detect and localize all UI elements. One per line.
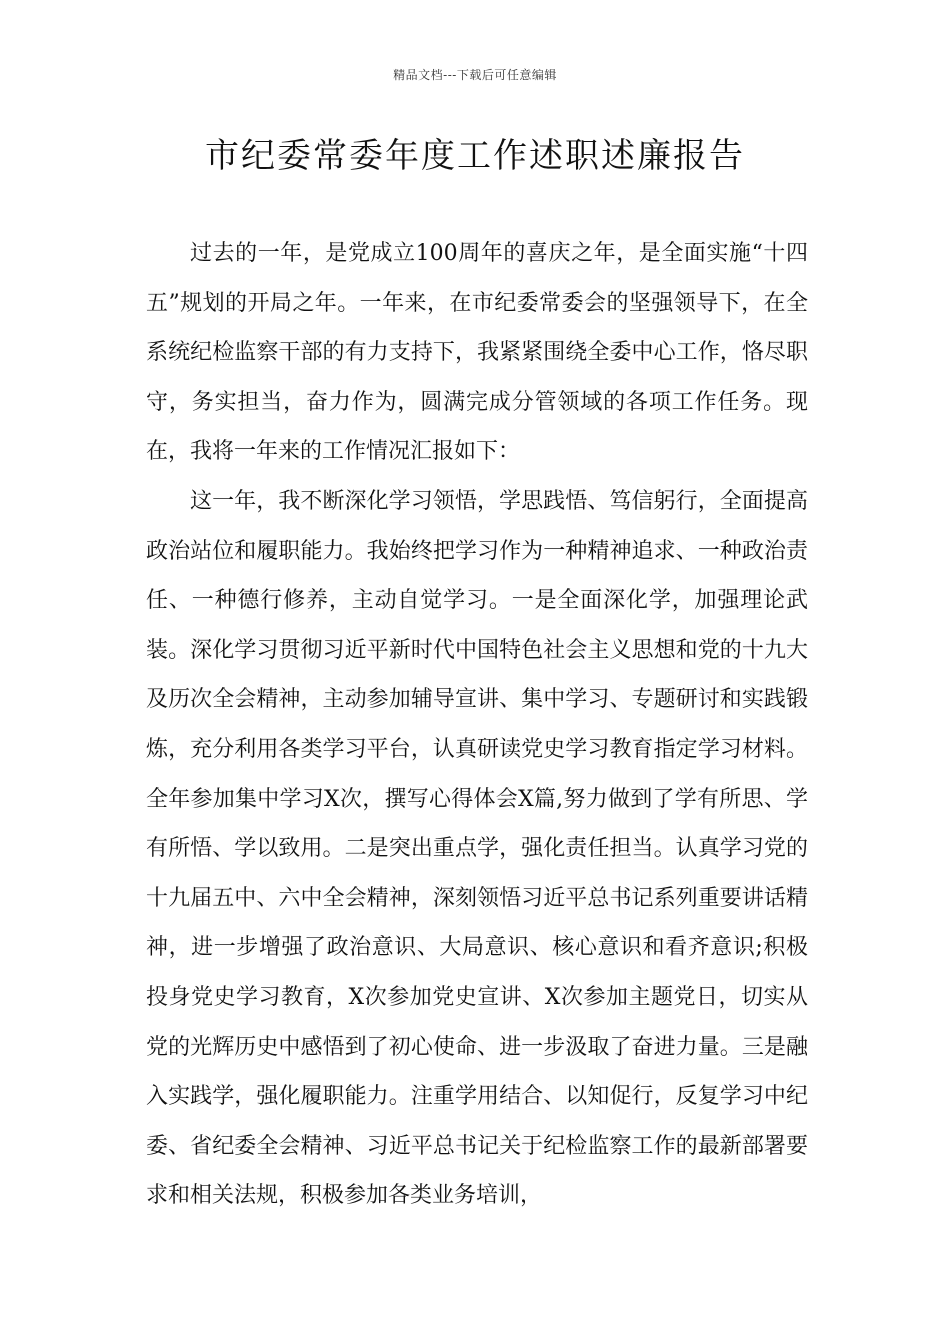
paragraph-intro: 过去的一年，是党成立100周年的喜庆之年，是全面实施“十四五”规划的开局之年。一年来，在市纪委常委会的坚强领导下，在全系统纪检监察干部的有力支持下，我紧紧围绕全委中心工作，恪尽职守，务实担当，奋力作为，圆满完成分管领域的各项工作任务。现在，我将一年来的工作情况汇报如下： (146, 241, 808, 465)
document-title: 市纪委常委年度工作述职述廉报告 (205, 136, 745, 176)
paragraph-study: 这一年，我不断深化学习领悟，学思践悟、笃信躬行，全面提高政治站位和履职能力。我始终把学习作为一种精神追求、一种政治责任、一种德行修养，主动自觉学习。一是全面深化学，加强理论武装。深化学习贯彻习近平新时代中国特色社会主义思想和党的十九大及历次全会精神，主动参加辅导宣讲、集中学习、专题研讨和实践锻炼，充分利用各类学习平台，认真研读党史学习教育指定学习材料。全年参加集中学习X次，撰写心得体会X篇,努力做到了学有所思、学有所悟、学以致用。二是突出重点学，强化责任担当。认真学习党的十九届五中、六中全会精神，深刻领悟习近平总书记系列重要讲话精神，进一步增强了政治意识、大局意识、核心意识和看齐意识;积极投身党史学习教育，X次参加党史宣讲、X次参加主题党日，切实从党的光辉历史中感悟到了初心使命、进一步汲取了奋进力量。三是融入实践学，强化履职能力。注重学用结合、以知促行，反复学习中纪委、省纪委全会精神、习近平总书记关于纪检监察工作的最新部署要求和相关法规，积极参加各类业务培训， (146, 488, 808, 1209)
document-body (146, 229, 808, 1221)
header-note: 精品文档---下载后可任意编辑 (393, 68, 557, 82)
